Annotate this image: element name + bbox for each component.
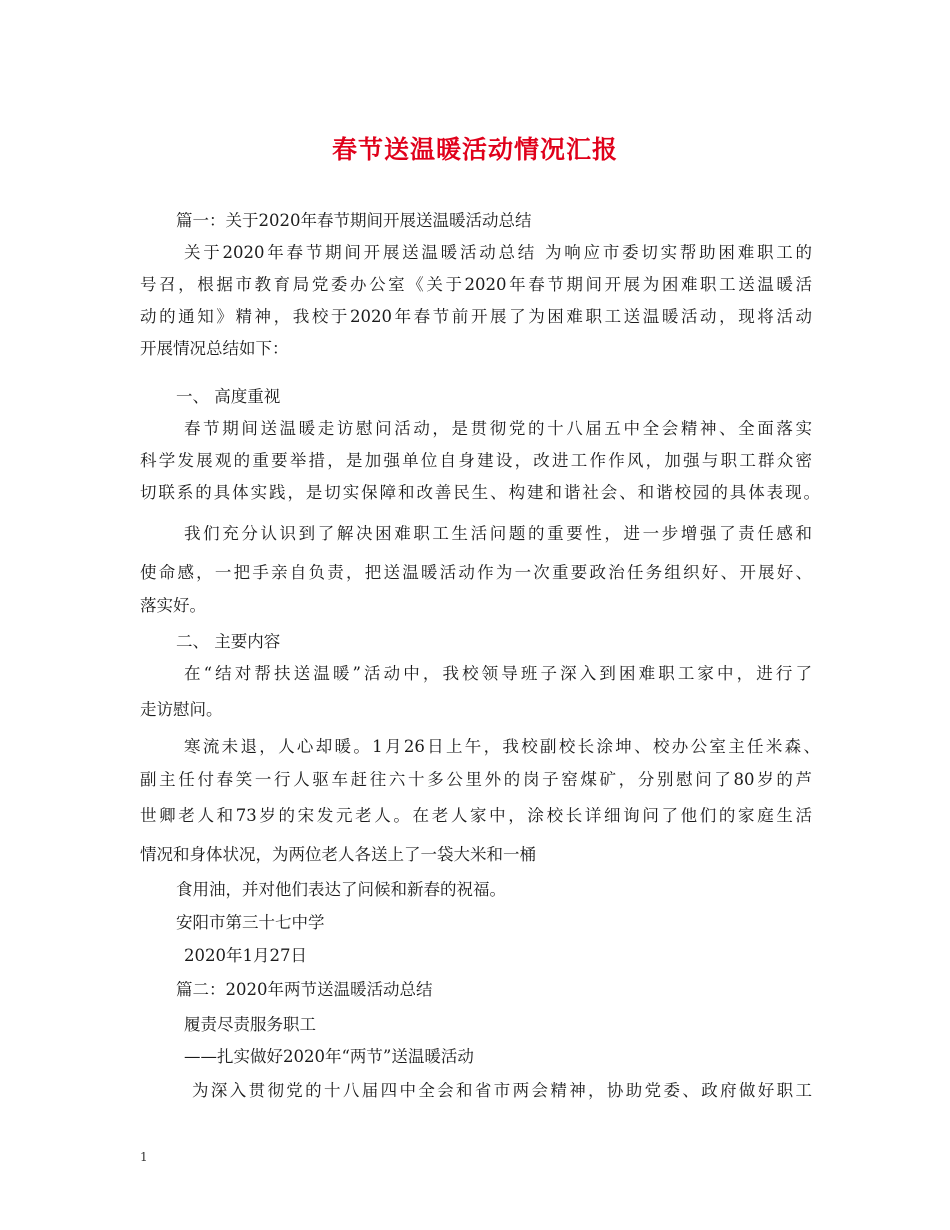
text-line: 篇一：关于2020年春节期间开展送温暖活动总结 [176,211,532,230]
text-line: 寒流未退，人心却暖。1月26日上午，我校副校长涂坤、校办公室主任米森、 [184,737,820,756]
signature-date: 2020年1月27日 [184,946,307,965]
section-heading: 篇二：2020年两节送温暖活动总结 [176,980,433,999]
text-line: 关于2020年春节期间开展送温暖活动总结 为响应市委切实帮助困难职工的 [184,243,812,262]
text-line: 春节期间送温暖走访慰问活动，是贯彻党的十八届五中全会精神、全面落实 [184,419,812,438]
text-line: 切联系的具体实践，是切实保障和改善民生、构建和谐社会、和谐校园的具体表现。 [140,483,820,502]
text-line: 我们充分认识到了解决困难职工生活问题的重要性，进一步增强了责任感和 [184,524,812,543]
page-number: 1 [140,1150,148,1164]
text-line: 食用油，并对他们表达了问候和新春的祝福。 [176,880,506,899]
text-line: 落实好。 [140,596,206,615]
section-heading: 二、 主要内容 [176,632,281,651]
text-line: 在“结对帮扶送温暖”活动中，我校领导班子深入到困难职工家中，进行了 [184,664,812,683]
text-line: 号召，根据市教育局党委办公室《关于2020年春节期间开展为困难职工送温暖活 [140,275,812,294]
subtitle-line: 履责尽责服务职工 [184,1015,316,1034]
subtitle-line: ——扎实做好2020年“两节”送温暖活动 [184,1047,474,1066]
text-line: 情况和身体状况，为两位老人各送上了一袋大米和一桶 [140,845,536,864]
text-line: 动的通知》精神，我校于2020年春节前开展了为困难职工送温暖活动，现将活动 [140,307,812,326]
text-line: 科学发展观的重要举措，是加强单位自身建设，改进工作作风，加强与职工群众密 [140,451,812,470]
text-line: 使命感，一把手亲自负责，把送温暖活动作为一次重要政治任务组织好、开展好、 [140,563,812,582]
text-line: 副主任付春笑一行人驱车赶往六十多公里外的岗子窑煤矿，分别慰问了80岁的芦 [140,770,812,789]
text-line: 走访慰问。 [140,700,223,719]
section-heading: 一、 高度重视 [176,387,281,406]
document-title: 春节送温暖活动情况汇报 [331,135,618,164]
text-line: 开展情况总结如下： [140,339,289,358]
signature-organization: 安阳市第三十七中学 [176,913,325,932]
text-line: 为深入贯彻党的十八届四中全会和省市两会精神，协助党委、政府做好职工 [192,1081,812,1100]
text-line: 世卿老人和73岁的宋发元老人。在老人家中，涂校长详细询问了他们的家庭生活 [140,806,812,825]
